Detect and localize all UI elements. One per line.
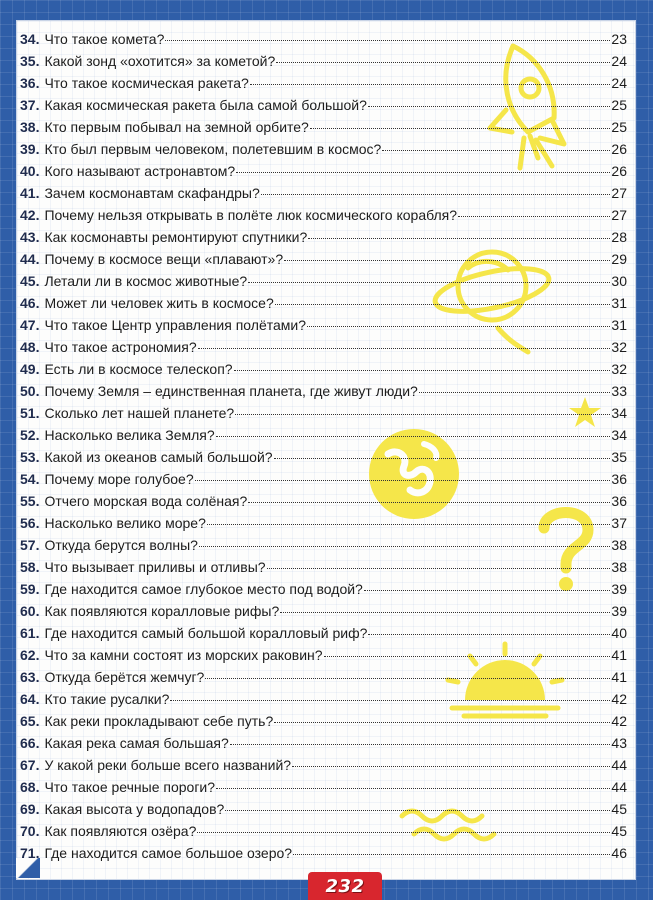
toc-dot-leader — [216, 788, 610, 789]
toc-entry-title: Отчего морская вода солёная? — [44, 493, 248, 509]
toc-entry — [20, 801, 627, 823]
toc-entry-number: 62. — [20, 647, 40, 663]
toc-entry-title: Почему Земля – единственная планета, где живут люди? — [44, 383, 418, 399]
toc-entry — [20, 471, 627, 493]
toc-entry — [20, 823, 627, 845]
toc-entry — [20, 581, 627, 603]
toc-dot-leader — [276, 62, 610, 63]
toc-entry-page: 45 — [611, 823, 627, 839]
toc-entry-page: 38 — [611, 559, 627, 575]
toc-entry-title: Что такое комета? — [44, 31, 165, 47]
toc-entry-title: Что за камни состоят из морских раковин? — [44, 647, 323, 663]
toc-entry-number: 37. — [20, 97, 40, 113]
toc-entry-title: Откуда берётся жемчуг? — [44, 669, 205, 685]
toc-entry-number: 39. — [20, 141, 40, 157]
toc-entry-title: Может ли человек жить в космосе? — [44, 295, 274, 311]
toc-entry — [20, 669, 627, 691]
toc-entry — [20, 383, 627, 405]
toc-entry — [20, 229, 627, 251]
page-number: 232 — [325, 875, 365, 897]
toc-entry-page: 39 — [611, 581, 627, 597]
toc-entry-title: Как космонавты ремонтируют спутники? — [44, 229, 308, 245]
toc-entry-page: 29 — [611, 251, 627, 267]
toc-dot-leader — [261, 194, 611, 195]
toc-entry-page: 27 — [611, 185, 627, 201]
toc-dot-leader — [274, 458, 611, 459]
toc-entry-number: 70. — [20, 823, 40, 839]
toc-dot-leader — [205, 678, 610, 679]
toc-entry-page: 46 — [611, 845, 627, 861]
toc-entry — [20, 207, 627, 229]
toc-entry-page: 35 — [611, 449, 627, 465]
toc-entry-number: 50. — [20, 383, 40, 399]
toc-entry-number: 38. — [20, 119, 40, 135]
toc-entry-page: 43 — [611, 735, 627, 751]
toc-entry — [20, 97, 627, 119]
toc-entry-page: 36 — [611, 471, 627, 487]
toc-dot-leader — [195, 480, 611, 481]
toc-dot-leader — [234, 370, 611, 371]
toc-entry-page: 44 — [611, 779, 627, 795]
toc-dot-leader — [275, 304, 611, 305]
toc-dot-leader — [250, 84, 611, 85]
toc-entry-number: 56. — [20, 515, 40, 531]
toc-entry — [20, 361, 627, 383]
toc-entry — [20, 449, 627, 471]
toc-dot-leader — [293, 854, 610, 855]
toc-entry-page: 27 — [611, 207, 627, 223]
toc-entry-title: Зачем космонавтам скафандры? — [44, 185, 260, 201]
toc-entry-title: Как появляются коралловые рифы? — [44, 603, 280, 619]
toc-dot-leader — [216, 436, 611, 437]
toc-entry-page: 31 — [611, 317, 627, 333]
toc-entry — [20, 119, 627, 141]
toc-dot-leader — [225, 810, 610, 811]
toc-dot-leader — [364, 590, 611, 591]
toc-dot-leader — [230, 744, 611, 745]
toc-dot-leader — [310, 128, 611, 129]
toc-entry — [20, 163, 627, 185]
toc-entry-page: 40 — [611, 625, 627, 641]
toc-entry — [20, 339, 627, 361]
toc-entry-number: 41. — [20, 185, 40, 201]
toc-entry-title: Что такое Центр управления полётами? — [44, 317, 307, 333]
toc-entry-number: 34. — [20, 31, 40, 47]
toc-entry — [20, 493, 627, 515]
toc-dot-leader — [235, 414, 610, 415]
toc-entry — [20, 141, 627, 163]
toc-entry-number: 44. — [20, 251, 40, 267]
toc-dot-leader — [207, 524, 611, 525]
page-number-tab — [308, 872, 382, 900]
toc-entry — [20, 53, 627, 75]
toc-entry-page: 30 — [611, 273, 627, 289]
toc-entry-title: Насколько велика Земля? — [44, 427, 215, 443]
toc-entry-number: 67. — [20, 757, 40, 773]
toc-entry-number: 51. — [20, 405, 40, 421]
toc-entry-page: 26 — [611, 163, 627, 179]
table-of-contents — [20, 31, 627, 867]
toc-entry-title: Как реки прокладывают себе путь? — [44, 713, 274, 729]
toc-entry-number: 69. — [20, 801, 40, 817]
toc-entry-title: Какая река самая большая? — [44, 735, 229, 751]
toc-entry-page: 38 — [611, 537, 627, 553]
toc-entry-title: Что такое астрономия? — [44, 339, 197, 355]
toc-dot-leader — [324, 656, 611, 657]
toc-entry — [20, 185, 627, 207]
toc-entry-title: Как появляются озёра? — [44, 823, 197, 839]
toc-entry-page: 32 — [611, 361, 627, 377]
toc-entry-number: 58. — [20, 559, 40, 575]
toc-dot-leader — [197, 832, 610, 833]
toc-entry-page: 45 — [611, 801, 627, 817]
toc-dot-leader — [170, 700, 610, 701]
toc-entry-title: Почему нельзя открывать в полёте люк космического корабля? — [44, 207, 458, 223]
toc-entry-title: Насколько велико море? — [44, 515, 206, 531]
toc-entry-title: Что вызывает приливы и отливы? — [44, 559, 266, 575]
toc-entry-page: 39 — [611, 603, 627, 619]
toc-entry-title: Почему море голубое? — [44, 471, 194, 487]
toc-dot-leader — [382, 150, 610, 151]
toc-dot-leader — [248, 502, 610, 503]
toc-dot-leader — [280, 612, 610, 613]
toc-entry-title: Какая космическая ракета была самой большой? — [44, 97, 367, 113]
toc-entry-title: Кто первым побывал на земной орбите? — [44, 119, 309, 135]
toc-entry-number: 53. — [20, 449, 40, 465]
toc-entry-number: 57. — [20, 537, 40, 553]
toc-dot-leader — [198, 348, 611, 349]
toc-entry-title: Кого называют астронавтом? — [44, 163, 236, 179]
toc-entry — [20, 405, 627, 427]
toc-entry-page: 24 — [611, 53, 627, 69]
toc-entry — [20, 559, 627, 581]
toc-entry-title: Есть ли в космосе телескоп? — [44, 361, 233, 377]
toc-entry-number: 35. — [20, 53, 40, 69]
toc-dot-leader — [368, 634, 610, 635]
toc-entry-number: 48. — [20, 339, 40, 355]
toc-entry — [20, 295, 627, 317]
toc-entry-page: 34 — [611, 427, 627, 443]
toc-dot-leader — [199, 546, 610, 547]
toc-entry-page: 42 — [611, 713, 627, 729]
toc-dot-leader — [274, 722, 610, 723]
toc-entry-number: 68. — [20, 779, 40, 795]
toc-dot-leader — [307, 326, 610, 327]
toc-entry — [20, 779, 627, 801]
toc-entry — [20, 691, 627, 713]
toc-dot-leader — [236, 172, 610, 173]
toc-entry-title: Кто был первым человеком, полетевшим в космос? — [44, 141, 382, 157]
toc-dot-leader — [248, 282, 610, 283]
toc-entry-page: 37 — [611, 515, 627, 531]
toc-entry — [20, 537, 627, 559]
toc-entry-number: 65. — [20, 713, 40, 729]
toc-entry-page: 31 — [611, 295, 627, 311]
toc-entry-number: 71. — [20, 845, 40, 861]
toc-entry-number: 43. — [20, 229, 40, 245]
toc-dot-leader — [284, 260, 610, 261]
toc-entry — [20, 273, 627, 295]
toc-entry-title: Что такое космическая ракета? — [44, 75, 249, 91]
toc-entry-page: 23 — [611, 31, 627, 47]
toc-entry — [20, 31, 627, 53]
toc-entry-title: Почему в космосе вещи «плавают»? — [44, 251, 284, 267]
toc-dot-leader — [165, 40, 610, 41]
toc-entry-number: 46. — [20, 295, 40, 311]
toc-entry-title: У какой реки больше всего названий? — [44, 757, 292, 773]
toc-entry-number: 36. — [20, 75, 40, 91]
toc-entry-page: 41 — [611, 647, 627, 663]
toc-entry-title: Что такое речные пороги? — [44, 779, 216, 795]
toc-dot-leader — [267, 568, 611, 569]
toc-entry — [20, 735, 627, 757]
toc-entry — [20, 647, 627, 669]
toc-entry — [20, 251, 627, 273]
toc-entry-title: Какая высота у водопадов? — [44, 801, 225, 817]
toc-entry-page: 41 — [611, 669, 627, 685]
toc-entry-number: 54. — [20, 471, 40, 487]
toc-entry-title: Где находится самое глубокое место под водой? — [44, 581, 363, 597]
toc-entry-number: 52. — [20, 427, 40, 443]
toc-entry-page: 44 — [611, 757, 627, 773]
toc-entry-number: 55. — [20, 493, 40, 509]
toc-entry-title: Откуда берутся волны? — [44, 537, 198, 553]
toc-entry-page: 33 — [611, 383, 627, 399]
toc-entry — [20, 75, 627, 97]
toc-entry-number: 42. — [20, 207, 40, 223]
toc-entry — [20, 603, 627, 625]
toc-entry-number: 40. — [20, 163, 40, 179]
toc-entry-page: 28 — [611, 229, 627, 245]
toc-entry-number: 59. — [20, 581, 40, 597]
toc-entry-title: Сколько лет нашей планете? — [44, 405, 235, 421]
toc-entry-title: Кто такие русалки? — [44, 691, 170, 707]
toc-entry-number: 63. — [20, 669, 40, 685]
toc-entry-page: 32 — [611, 339, 627, 355]
toc-entry-title: Где находится самый большой коралловый риф? — [44, 625, 368, 641]
toc-entry-page: 34 — [611, 405, 627, 421]
toc-entry-page: 25 — [611, 119, 627, 135]
toc-entry-number: 64. — [20, 691, 40, 707]
toc-entry — [20, 757, 627, 779]
toc-entry-page: 36 — [611, 493, 627, 509]
toc-entry — [20, 845, 627, 867]
toc-dot-leader — [292, 766, 610, 767]
toc-dot-leader — [419, 392, 611, 393]
toc-entry-title: Где находится самое большое озеро? — [44, 845, 293, 861]
toc-entry-number: 60. — [20, 603, 40, 619]
toc-entry-title: Какой зонд «охотится» за кометой? — [44, 53, 276, 69]
toc-entry-number: 49. — [20, 361, 40, 377]
toc-entry-page: 42 — [611, 691, 627, 707]
toc-entry-page: 25 — [611, 97, 627, 113]
toc-dot-leader — [368, 106, 611, 107]
toc-entry-title: Какой из океанов самый большой? — [44, 449, 273, 465]
toc-entry-number: 61. — [20, 625, 40, 641]
toc-entry-number: 47. — [20, 317, 40, 333]
toc-entry — [20, 427, 627, 449]
toc-entry-number: 45. — [20, 273, 40, 289]
toc-entry — [20, 317, 627, 339]
toc-entry-title: Летали ли в космос животные? — [44, 273, 248, 289]
toc-entry-page: 24 — [611, 75, 627, 91]
toc-entry — [20, 713, 627, 735]
toc-entry — [20, 515, 627, 537]
toc-dot-leader — [458, 216, 610, 217]
toc-dot-leader — [308, 238, 610, 239]
toc-entry-page: 26 — [611, 141, 627, 157]
toc-entry-number: 66. — [20, 735, 40, 751]
toc-entry — [20, 625, 627, 647]
